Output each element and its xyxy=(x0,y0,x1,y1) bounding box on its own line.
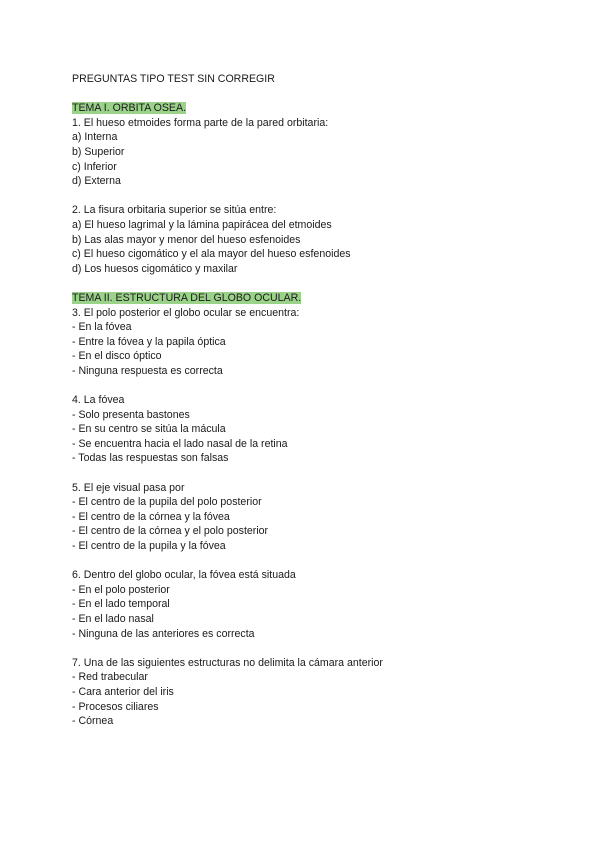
question-text: 3. El polo posterior el globo ocular se encuentra: xyxy=(72,306,300,319)
answer-option: - Entre la fóvea y la papila óptica xyxy=(72,335,226,348)
answer-option: - Se encuentra hacia el lado nasal de la retina xyxy=(72,437,288,450)
question-block xyxy=(72,481,532,554)
question-block xyxy=(72,656,532,729)
section-heading-highlight: TEMA II. ESTRUCTURA DEL GLOBO OCULAR. xyxy=(72,291,302,304)
answer-option: b) Superior xyxy=(72,145,125,158)
spacer xyxy=(72,641,532,656)
question-block xyxy=(72,393,532,466)
question-block xyxy=(72,116,532,189)
spacer xyxy=(72,378,532,393)
answer-option: c) El hueso cigomático y el ala mayor del hueso esfenoides xyxy=(72,248,351,261)
answer-option: - El centro de la córnea y el polo posterior xyxy=(72,525,269,538)
question-text: 1. El hueso etmoides forma parte de la pared orbitaria: xyxy=(72,116,329,129)
answer-option: - En el polo posterior xyxy=(72,583,170,596)
answer-option: - El centro de la pupila y la fóvea xyxy=(72,540,226,552)
answer-option: c) Inferior xyxy=(72,160,117,173)
answer-option: - El centro de la pupila del polo posterior xyxy=(72,496,262,509)
document-title: PREGUNTAS TIPO TEST SIN CORREGIR xyxy=(72,73,275,85)
answer-option: - En el disco óptico xyxy=(72,350,162,363)
answer-option: - En la fóvea xyxy=(72,321,132,334)
answer-option: - Solo presenta bastones xyxy=(72,408,190,421)
spacer xyxy=(72,466,532,481)
question-block xyxy=(72,306,532,379)
section-heading-highlight: TEMA I. ORBITA OSEA. xyxy=(72,102,187,115)
question-text: 7. Una de las siguientes estructuras no delimita la cámara anterior xyxy=(72,656,383,669)
answer-option: b) Las alas mayor y menor del hueso esfenoides xyxy=(72,233,301,246)
section-heading xyxy=(72,291,532,306)
question-text: 5. El eje visual pasa por xyxy=(72,481,185,494)
answer-option: - El centro de la córnea y la fóvea xyxy=(72,510,230,523)
question-block xyxy=(72,203,532,276)
spacer xyxy=(72,189,532,204)
answer-option: - Ninguna respuesta es correcta xyxy=(72,364,223,377)
answer-option: a) Interna xyxy=(72,131,118,144)
question-block xyxy=(72,568,532,641)
question-text: 4. La fóvea xyxy=(72,394,125,407)
answer-option: - Cara anterior del iris xyxy=(72,685,174,698)
answer-option: - Ninguna de las anteriores es correcta xyxy=(72,627,255,640)
answer-option: - En su centro se sitúa la mácula xyxy=(72,423,226,436)
answer-option: - Todas las respuestas son falsas xyxy=(72,452,229,465)
answer-option: - Procesos ciliares xyxy=(72,700,159,713)
question-text: 6. Dentro del globo ocular, la fóvea está situada xyxy=(72,569,296,582)
answer-option: - Córnea xyxy=(72,715,114,728)
answer-option: a) El hueso lagrimal y la lámina papirácea del etmoides xyxy=(72,218,332,231)
answer-option: d) Los huesos cigomático y maxilar xyxy=(72,262,238,275)
question-text: 2. La fisura orbitaria superior se sitúa entre: xyxy=(72,204,277,217)
document-page xyxy=(72,72,532,729)
answer-option: d) Externa xyxy=(72,175,121,188)
answer-option: - Red trabecular xyxy=(72,671,148,684)
spacer xyxy=(72,276,532,291)
answer-option: - En el lado nasal xyxy=(72,612,154,625)
answer-option: - En el lado temporal xyxy=(72,598,170,611)
spacer xyxy=(72,554,532,569)
section-heading xyxy=(72,101,532,116)
